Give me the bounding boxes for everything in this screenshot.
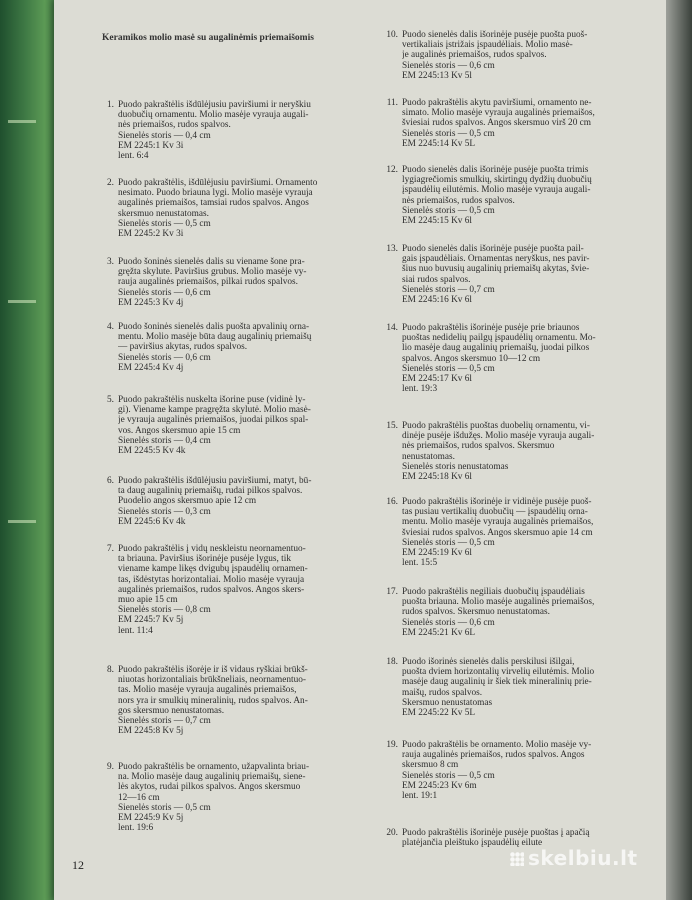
entry-meta-line: Skersmuo nenustatomas <box>402 697 493 708</box>
entry-description-line: rudos spalvos. Skersmuo nenustatomas. <box>402 607 550 618</box>
entry-description-line: augalinės priemaišos, tamsiai rudos spalvos. Angos <box>118 198 309 209</box>
entry-meta-line: EM 2245:13 Kv 5l <box>402 70 472 81</box>
page <box>54 0 666 900</box>
entry-body <box>402 244 650 305</box>
entry-description-line: skersmuo nenustatomas. <box>118 208 209 219</box>
entry-meta-line: lent. 15:5 <box>402 558 438 569</box>
entry-number: 18. <box>386 657 398 667</box>
section-title: Keramikos molio masė su augalinėmis priemaišomis <box>102 33 314 43</box>
entry-description-line: nors yra ir smulkių mineralinių, rudos spalvos. An- <box>118 695 308 706</box>
entry-meta-line: EM 2245:23 Kv 6m <box>402 780 477 791</box>
entry-meta-line: Sienelės storis — 0,7 cm <box>118 716 211 727</box>
entry-meta-line: Sienelės storis — 0,5 cm <box>402 363 495 374</box>
entry-body <box>118 178 370 239</box>
entry-meta-line: EM 2245:15 Kv 6l <box>402 216 472 227</box>
entry-description-line: gais įspaudėliais. Ornamentas neryškus, nes pavir- <box>402 254 590 265</box>
entry-meta-line: EM 2245:5 Kv 4k <box>118 446 186 457</box>
entry-description-line: Puodo pakraštėlis išorėje ir iš vidaus ryškiai brūkš- <box>118 665 308 675</box>
entry-description-line: siai rudos spalvos. <box>402 274 471 285</box>
entry-description-line: Puodo pakraštėlis puoštas duobelių ornamentu, vi- <box>402 421 590 431</box>
entry-description-line: lygiagrečiomis smulkių, skirtingų dydžių duobučių <box>402 175 592 186</box>
entry-description-line: rauja augalinės priemaišos, rudos spalvos. Angos <box>402 750 585 761</box>
entry-meta-line: Sienelės storis — 0,6 cm <box>402 617 495 628</box>
entry-number: 10. <box>386 30 398 40</box>
entry-meta-line: EM 2245:9 Kv 5j <box>118 813 184 824</box>
entry-number: 4. <box>107 322 114 332</box>
entry-meta-line: Sienelės storis — 0,5 cm <box>118 802 211 813</box>
entry-body <box>402 657 650 718</box>
entry-description-line: masėje daug augalinių ir šiek tiek mineralinių prie- <box>402 677 592 688</box>
watermark <box>510 846 638 870</box>
entry-meta-line: Sienelės storis — 0,5 cm <box>402 128 495 139</box>
page-edge-shadow <box>666 0 692 900</box>
entry-number: 17. <box>386 587 398 597</box>
entry-description-line: vos. Angos skersmuo apie 15 cm <box>118 425 241 436</box>
entry-body <box>118 100 370 161</box>
entry-meta-line: EM 2245:8 Kv 5j <box>118 726 184 737</box>
entry-body <box>118 665 370 736</box>
entry-description-line: tas pusiau vertikalių duobučių — įspaudėlių orna- <box>402 507 588 518</box>
entry-meta-line: Sienelės storis nenustatomas <box>402 461 509 472</box>
entry-number: 11. <box>386 98 398 108</box>
entry-meta-line: lent. 11:4 <box>118 625 153 636</box>
entry-description-line: Puodo pakraštėlis išorinėje pusėje puoštas į apačią <box>402 828 590 838</box>
entry-body <box>118 544 370 636</box>
entry-description-line: — paviršius akytas, rudos spalvos. <box>118 342 248 353</box>
entry-meta-line: EM 2245:14 Kv 5L <box>402 138 476 149</box>
page-number: 12 <box>72 858 84 872</box>
entry-body <box>402 740 650 801</box>
entry-number: 9. <box>107 762 114 772</box>
entry-body <box>402 98 650 149</box>
entry-description-line: dinėje pusėje išdužęs. Molio masėje vyrauja augali- <box>402 431 595 442</box>
entry-body <box>402 323 650 394</box>
entry-description-line: įspaudėlių eilutėmis. Molio masėje vyrauja augali- <box>402 185 591 196</box>
entry-description-line: na. Molio masėje daug augalinių priemaišų, siene- <box>118 772 306 783</box>
strip-mark <box>8 120 36 123</box>
entry-description-line: je vyrauja augalinės priemaišos, juodai pilkos spal- <box>118 415 309 426</box>
watermark-dots-icon <box>510 852 524 866</box>
entry-description-line: nesimato. Puodo briauna lygi. Molio masėje vyrauja <box>118 188 313 199</box>
entry-description-line: gos skersmuo nenustatomas. <box>118 705 225 716</box>
entry-body <box>402 421 650 482</box>
entry-meta-line: Sienelės storis — 0,5 cm <box>118 218 211 229</box>
entry-description-line: Puodo pakraštėlis negiliais duobučių įspaudėliais <box>402 587 585 597</box>
entry-description-line: je augalinės priemaišos, rudos spalvos. <box>402 50 547 61</box>
entry-number: 13. <box>386 244 398 254</box>
entry-description-line: skersmuo 8 cm <box>402 760 459 771</box>
entry-meta-line: Sienelės storis — 0,4 cm <box>118 435 211 446</box>
entry-description-line: mentu. Molio masėje vyrauja augalinės priemaišos, <box>402 517 594 528</box>
entry-body <box>402 587 650 638</box>
entry-description-line: Puodo sienelės dalis išorinėje pusėje puošta puoš- <box>402 30 588 40</box>
entry-meta-line: EM 2245:3 Kv 4j <box>118 297 184 308</box>
entry-description-line: Puodo sienelės dalis išorinėje pusėje puošta pail- <box>402 244 584 254</box>
entry-meta-line: EM 2245:17 Kv 6l <box>402 374 472 385</box>
entry-meta-line: lent. 6:4 <box>118 151 149 162</box>
entry-meta-line: Sienelės storis — 0,4 cm <box>118 130 211 141</box>
entry-description-line: nės priemaišos, rudos spalvos. <box>402 195 515 206</box>
entry-description-line: viename kampe likęs dvigubų įspaudėlių ornamen- <box>118 564 308 575</box>
entry-description-line: Puodelio angos skersmuo apie 12 cm <box>118 496 257 507</box>
entry-description-line: nenustatomas. <box>402 451 455 462</box>
entry-description-line: niuotas horizontaliais brūkšneliais, neornamentuo- <box>118 675 306 686</box>
entry-meta-line: EM 2245:6 Kv 4k <box>118 516 186 527</box>
entry-description-line: lės akytos, rudai pilkos spalvos. Angos skersmuo <box>118 782 301 793</box>
entry-description-line: 12—16 cm <box>118 792 160 803</box>
entry-description-line: Puodo pakraštėlis išorinėje pusėje prie briaunos <box>402 323 580 333</box>
entry-number: 15. <box>386 421 398 431</box>
entry-description-line: Puodo šoninės sienelės dalis puošta apvalinių orna- <box>118 322 310 332</box>
entry-description-line: šviesiai rudos spalvos. Angos skersmuo virš 20 cm <box>402 118 592 129</box>
entry-meta-line: EM 2245:18 Kv 6l <box>402 472 472 483</box>
entry-number: 3. <box>107 257 114 267</box>
entry-description-line: Puodo pakraštėlis išorinėje ir vidinėje pusėje puoš- <box>402 497 592 507</box>
entry-body <box>118 762 370 833</box>
entry-number: 1. <box>107 100 114 110</box>
entry-description-line: Puodo pakraštėlis be ornamento, užapvalinta briau- <box>118 762 310 772</box>
entry-number: 6. <box>107 476 114 486</box>
entry-meta-line: lent. 19:6 <box>118 823 154 834</box>
entry-description-line: ta daug augalinių priemaišų, rudai pilkos spalvos. <box>118 486 303 497</box>
entry-description-line: šviesiai rudos spalvos. Angos skersmuo apie 14 cm <box>402 527 593 538</box>
entry-body <box>402 165 650 226</box>
entry-body <box>118 257 370 308</box>
entry-description-line: Puodo pakraštėlis išdūlėjusiu paviršiumi, matyt, bū- <box>118 476 312 486</box>
entry-description-line: gręžta skylute. Paviršius grubus. Molio masėje vy- <box>118 267 307 278</box>
entry-description-line: spalvos. Angos skersmuo 10—12 cm <box>402 353 541 364</box>
strip-mark <box>8 520 36 523</box>
entry-description-line: puošta dviem horizontalių virvelių eilutėmis. Molio <box>402 667 595 678</box>
entry-description-line: Puodo sienelės dalis išorinėje pusėje puošta trimis <box>402 165 589 175</box>
entry-meta-line: EM 2245:19 Kv 6l <box>402 548 472 559</box>
entry-number: 16. <box>386 497 398 507</box>
entry-description-line: Puodo pakraštėlis be ornamento. Molio masėje vy- <box>402 740 592 750</box>
entry-meta-line: Sienelės storis — 0,6 cm <box>402 60 495 71</box>
entry-description-line: rauja augalinės priemaišos, pilkai rudos spalvos. <box>118 277 298 288</box>
entry-number: 5. <box>107 395 114 405</box>
entry-meta-line: lent. 19:1 <box>402 791 438 802</box>
entry-description-line: vertikaliais įstrižais įspaudėliais. Molio masė- <box>402 40 573 51</box>
entry-description-line: Puodo pakraštėlis akytu paviršiumi, ornamento ne- <box>402 98 592 108</box>
entry-description-line: Puodo pakraštėlis, išdūlėjusiu paviršiumi. Ornamento <box>118 178 318 188</box>
entry-description-line: Puodo pakraštėlis į vidų neskleistu neornamentuo- <box>118 544 306 554</box>
entry-description-line: mentu. Molio masėje būta daug augalinių priemaišų <box>118 332 312 343</box>
entry-description-line: maišų, rudos spalvos. <box>402 687 483 698</box>
entry-number: 14. <box>386 323 398 333</box>
entry-meta-line: EM 2245:2 Kv 3i <box>118 229 184 240</box>
entry-description-line: puošta briauna. Molio masėje augalinės priemaišos, <box>402 597 595 608</box>
entry-body <box>118 476 370 527</box>
entry-description-line: duobučių ornamentu. Molio masėje vyrauja augali- <box>118 110 309 121</box>
entry-number: 19. <box>386 740 398 750</box>
entry-description-line: Puodo pakraštėlis nuskelta išorine puse (vidinė ly- <box>118 395 306 405</box>
entry-description-line: muo apie 15 cm <box>118 595 178 606</box>
entry-meta-line: EM 2245:4 Kv 4j <box>118 362 184 373</box>
entry-description-line: šius nuo buvusių augalinių priemaišų akytas, švie- <box>402 264 590 275</box>
entry-description-line: puoštas nedidelių pailgų įspaudėlių ornamentu. Mo- <box>402 333 596 344</box>
entry-number: 7. <box>107 544 114 554</box>
entry-number: 12. <box>386 165 398 175</box>
entry-description-line: simato. Molio masėje vyrauja augalinės priemaišos, <box>402 108 595 119</box>
entry-description-line: tas. Molio masėje vyrauja augalinės priemaišos, <box>118 685 297 696</box>
entry-description-line: Puodo šoninės sienelės dalis su viename šone pra- <box>118 257 305 267</box>
entry-description-line: Puodo išorinės sienelės dalis perskilusi išilgai, <box>402 657 575 667</box>
entry-number: 2. <box>107 178 114 188</box>
entry-meta-line: Sienelės storis — 0,8 cm <box>118 605 211 616</box>
entry-meta-line: Sienelės storis — 0,3 cm <box>118 506 211 517</box>
entry-description-line: tas, išdėstytas horizontaliai. Molio masėje vyrauja <box>118 574 305 585</box>
entry-meta-line: EM 2245:1 Kv 3i <box>118 140 184 151</box>
entry-description-line: gi). Viename kampe pragręžta skylutė. Molio masė- <box>118 405 311 416</box>
watermark-text: skelbiu.lt <box>528 846 638 870</box>
entry-meta-line: EM 2245:21 Kv 6L <box>402 627 476 638</box>
entry-description-line: platėjančia pleištuko įspaudėlių eilute <box>402 838 543 849</box>
entry-body <box>402 497 650 568</box>
entry-meta-line: Sienelės storis — 0,5 cm <box>402 205 495 216</box>
entry-description-line: nės priemaišos, rudos spalvos. <box>118 120 231 131</box>
entry-meta-line: Sienelės storis — 0,5 cm <box>402 537 495 548</box>
strip-mark <box>8 300 36 303</box>
entry-meta-line: EM 2245:22 Kv 5L <box>402 708 476 719</box>
entry-meta-line: Sienelės storis — 0,6 cm <box>118 287 211 298</box>
entry-number: 20. <box>386 828 398 838</box>
entry-description-line: ta briauna. Paviršius išorinėje pusėje lygus, tik <box>118 554 291 565</box>
entry-meta-line: Sienelės storis — 0,6 cm <box>118 352 211 363</box>
entry-meta-line: lent. 19:3 <box>402 384 438 395</box>
entry-number: 8. <box>107 665 114 675</box>
entry-meta-line: EM 2245:16 Kv 6l <box>402 295 472 306</box>
entry-description-line: nės priemaišos, rudos spalvos. Skersmuo <box>402 441 555 452</box>
entry-body <box>402 30 650 81</box>
entry-description-line: augalinės priemaišos, rudos spalvos. Angos skers- <box>118 584 305 595</box>
entry-description-line: lio masėje daug augalinių priemaišų, juodai pilkos <box>402 343 590 354</box>
entry-meta-line: EM 2245:7 Kv 5j <box>118 615 184 626</box>
entry-meta-line: Sienelės storis — 0,5 cm <box>402 770 495 781</box>
entry-body <box>118 322 370 373</box>
entry-description-line: Puodo pakraštėlis išdūlėjusiu paviršiumi ir neryškiu <box>118 100 311 110</box>
entry-meta-line: Sienelės storis — 0,7 cm <box>402 284 495 295</box>
entry-body <box>118 395 370 456</box>
